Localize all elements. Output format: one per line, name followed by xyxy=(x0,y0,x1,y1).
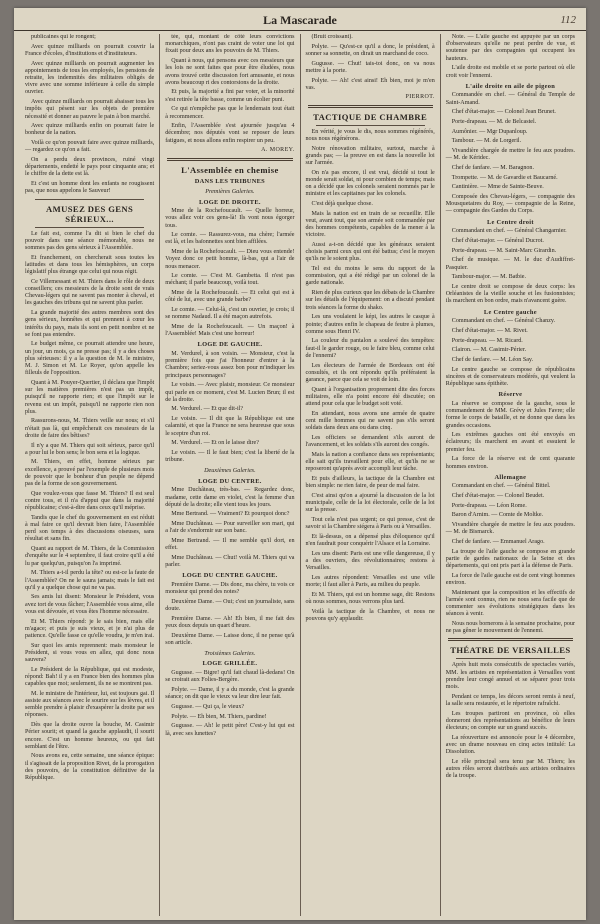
body-paragraph: Maintenant que la composition et les effectifs de l'armée sont connus, rien ne nous sera facile que de commenter ses évolutions stratégiques dans les séances à venir. xyxy=(445,589,575,618)
body-paragraph: Mais la nation est en train de se recueillir. Elle veut, avant tout, que son armée soit commandée par des hommes compétents, capables de la mener à la victoire. xyxy=(305,210,435,239)
subsection-heading: Troisièmes Galeries. xyxy=(204,650,256,658)
column-divider-rule xyxy=(308,105,433,108)
section-heading: Allemagne xyxy=(494,473,527,481)
body-paragraph: Chef d'état-major. — M. Rivet. xyxy=(451,327,528,334)
body-paragraph: Mme Bertrand. — Il me semble qu'il dort, en effet. xyxy=(165,538,295,552)
masthead-title: La Mascarade xyxy=(263,13,337,27)
body-paragraph: Tout cela n'est pas urgent; ce qui presse, c'est de savoir si la Chambre siégera à Paris ou à Versailles. xyxy=(305,516,435,531)
body-paragraph: Le voisin. — Il dit que la République est une calamité, et que la France ne sera heureuse que sous le sceptre d'un roi. xyxy=(165,416,295,437)
body-paragraph: Chef d'état-major. — Colonel Jean Brunet. xyxy=(451,109,556,116)
body-paragraph: Pendant ce temps, les décors seront remis à neuf, la salle sera restaurée, et le répertoire rafraîchi. xyxy=(445,693,575,707)
body-paragraph: La couleur du pantalon a soulevé des tempêtes: faut-il le garder rouge, ou le faire bleu, comme celui de l'ennemi? xyxy=(305,338,435,359)
column-divider-rule xyxy=(35,227,144,228)
body-paragraph: Et puis d'ailleurs, la tactique de la Chambre est bien simple: ne rien faire, de peur de mal faire. xyxy=(305,475,435,490)
body-paragraph: Baron d'Arnim. — Comte de Moltke. xyxy=(451,512,544,519)
body-paragraph: Que voulez-vous que fasse M. Thiers? Il est seul contre tous, et il n'a d'appui que dans la majorité républicaine; c'est-à-dire dans ceux qu'il méprise. xyxy=(25,490,155,512)
body-paragraph: Mme Duchâteau. — Pour surveiller son mari, qui a l'air de s'endormir sur son banc. xyxy=(165,521,295,535)
masthead xyxy=(14,8,586,31)
body-paragraph: M. Verdurel, à son voisin. — Monsieur, c'est la première fois que j'ai l'honneur d'entrer à la Chambre; seriez-vous assez bon pour m'indiquer les principaux personnages? xyxy=(165,350,295,379)
body-paragraph: Sur quoi les amis reprennent: mais monsieur le Président, si vous vous en allez, qui donc nous sauvera? xyxy=(25,642,155,664)
body-paragraph: Nous avons eu, cette semaine, une séance épique: il s'agissait de la proposition Rivet, de la prorogation des pouvoirs, de la constitution définitive de la République. xyxy=(25,753,155,782)
body-paragraph: Les électeurs de l'armée de Bordeaux ont été consultés, et ils ont répondu qu'ils préféraient la garance, parce que cela se voit de loin. xyxy=(305,362,435,383)
body-paragraph: publicaines qui le rongent; xyxy=(31,34,96,40)
column-divider-rule xyxy=(456,658,565,659)
body-paragraph: Mme de la Rochefoucault. — Quelle horreur, vous allez voir ces gens-là! Ils vont nous égorger tous. xyxy=(165,208,295,229)
body-paragraph: On n'a pas encore, il est vrai, décidé si tout le monde serait soldat, ni pour combien de temps; mais on a décidé que les colonels seraient nommés par le ministre et les capitaines par les colonels. xyxy=(305,169,435,198)
column-2 xyxy=(160,34,300,916)
body-paragraph: Après huit mois consécutifs de spectacles variés, MM. les artistes en représentation à Versailles vont prendre leur congé annuel et se séparer pour trois mois. xyxy=(445,662,575,691)
section-heading: LOGE DU CENTRE. xyxy=(198,477,262,485)
body-paragraph: M. Thiers, en effet, homme sérieux par excellence, a prouvé par l'exemple de plusieurs mois de pouvoir que le bonheur d'un peuple ne dépend pas de la forme de son gouvernement. xyxy=(25,459,155,488)
body-paragraph: Rien de plus curieux que les débats de la Chambre sur les détails de l'équipement: on a discuté pendant trois séances la forme du shako. xyxy=(305,290,435,311)
body-paragraph: Nous nous bornerons à la semaine prochaine, pour ne pas gêner le mouvement de l'ennemi. xyxy=(445,621,575,635)
body-paragraph: Aussi a-t-on décidé que les généraux seraient choisis parmi ceux qui ont été battus; c'est le moyen qu'ils ne le soient plus. xyxy=(305,241,435,263)
body-paragraph: Ce qui n'empêche pas que le lendemain tout était à recommencer. xyxy=(165,106,295,120)
body-paragraph: Clairon. — M. Casimir-Périer. xyxy=(451,347,527,354)
body-paragraph: Le centre droit se compose de deux corps: les Orléanistes de la vieille souche et les fusionnistes; ils marchent en bon ordre, mais n'avancent guère. xyxy=(445,283,575,305)
section-heading: DANS LES TRIBUNES xyxy=(194,177,266,185)
body-paragraph: Polyte. — Dame, il y a du monde, c'est la grande séance; on dit que le vieux va leur dire leur fait. xyxy=(165,686,295,701)
body-paragraph: La troupe de l'aile gauche se compose en grande partie de gardes nationaux de la Seine et des départements, qui ont pris part à la défense de Paris. xyxy=(445,548,575,570)
body-paragraph: Le voisin. — Avec plaisir, monsieur. Ce monsieur qui parle en ce moment, c'est M. Lucien Brun; il est de la droite. xyxy=(165,382,295,403)
body-paragraph: En vérité, je vous le dis, nous sommes régénérés, nous nous régénérons. xyxy=(305,128,435,142)
body-paragraph: Commandant en chef. — Général Bittel. xyxy=(451,483,551,490)
body-paragraph: Chef d'état-major. — Colonel Beudet. xyxy=(451,493,545,500)
body-paragraph: Le comte. — C'est M. Gambetta. Il n'est pas méchant; il parle beaucoup, voilà tout. xyxy=(165,273,295,287)
body-paragraph: Les autres répondent: Versailles est une ville morte; il faut aller à Paris, au milieu du peuple. xyxy=(305,574,435,588)
body-paragraph: Les troupes partiront en province, où elles donneront des représentations au bénéfice de leurs électeurs; on compte sur un grand succès. xyxy=(445,710,575,732)
body-paragraph: Chef de fanfare. — Emmanuel Arago. xyxy=(451,539,545,546)
section-heading: LOGE GRILLÉE. xyxy=(202,660,258,668)
body-paragraph: En attendant, nous avons une armée de quatre cent mille hommes qui ne savent pas s'ils seront soldats dans deux ans ou dans cinq. xyxy=(305,410,435,432)
body-paragraph: Avec quinze milliards on pourrait augmenter les appointements de tous les employés, les pensions de retraite, les indemnités des militaires obligés de vivre avec une somme inférieure à celle du simple ouvrier. xyxy=(25,60,155,96)
subsection-heading: Deuxièmes Galeries. xyxy=(204,467,256,475)
body-paragraph: M. le ministre de l'intérieur, lui, est toujours gai. Il assiste aux séances avec le sourire sur les lèvres, et il semble prendre à plaisir d'exaspérer la droite par ses réponses. xyxy=(25,690,155,719)
body-paragraph: Gugusse. — Bigre! qu'il fait chaud là-dedans! On se croirait aux Folies-Bergère. xyxy=(165,670,295,684)
body-paragraph: Dès que la droite ouvre la bouche, M. Casimir Périer sourit; et quand la gauche applaudit, il sourit encore. C'est un homme heureux, ou qui fait semblant de l'être. xyxy=(25,722,155,750)
body-paragraph: M. Verdurel. — Et on le laisse dire? xyxy=(171,440,259,447)
column-divider-rule xyxy=(448,638,573,641)
body-paragraph: Polyte. — Qu'est-ce qu'il a donc, le président, à sonner sa sonnette, on dirait un marchand de coco. xyxy=(305,43,435,57)
body-paragraph: Le centre gauche se compose de républicains sincères et de conservateurs modérés, qui veulent la République sans épithète. xyxy=(445,366,575,388)
section-heading: LOGE DE GAUCHE. xyxy=(197,341,263,349)
body-paragraph: Chef de musique. — M. le duc d'Audiffret-Pasquier. xyxy=(445,257,575,271)
body-paragraph: Porte-drapeau. — M. Ricard. xyxy=(451,337,523,344)
body-paragraph: Et M. Thiers, qui est un homme sage, dit: Restons où nous sommes, nous verrons plus tard. xyxy=(305,591,435,605)
body-paragraph: Cantinière. — Mme de Sainte-Beuve. xyxy=(451,184,544,191)
body-paragraph: Gugusse. — Qui ça, le vieux? xyxy=(171,703,245,710)
body-paragraph: Quant à nous, qui pensons avec ces messieurs que les lois ne sont faites que pour être éludées, nous avons trouvé cette discussion fort amusante, et nous avons beaucoup ri des contorsions de la droite. xyxy=(165,58,295,86)
body-paragraph: La réouverture est annoncée pour le 4 décembre, avec un drame nouveau en cinq actes intitulé: La Dissolution. xyxy=(445,734,575,756)
body-paragraph: Polyte. — Ah! c'est ainsi! Eh bien, moi je m'en vas. xyxy=(305,77,435,91)
article-headline: TACTIQUE DE CHAMBRE xyxy=(313,111,428,122)
author-signature: A. MOREY. xyxy=(261,147,295,154)
section-heading: LOGE DU CENTRE GAUCHE. xyxy=(182,572,278,580)
body-paragraph: Et puis, la majorité a fini par voter, et la minorité s'est retirée la tête basse, comme un écolier puni. xyxy=(165,89,295,103)
body-paragraph: Avec quinze milliards enfin on pourrait faire le bonheur de la nation. xyxy=(25,123,155,137)
column-1 xyxy=(20,34,160,916)
body-paragraph: Deuxième Dame. — Oui; c'est un journaliste, sans doute. xyxy=(165,598,295,613)
body-paragraph: Commandant en chef. — Général Changarnier. xyxy=(451,228,567,235)
body-paragraph: Voilà ce qu'on pouvait faire avec quinze milliards, — regardez ce qu'on a fait. xyxy=(25,140,155,154)
body-paragraph: tée, qui, montant de côté leurs convictions monarchiques, n'ont pas craint de voter une loi qui fixait pour deux ans les pouvoirs de M. Thiers. xyxy=(165,34,295,55)
body-paragraph: Mme de la Rochefoucault. — Un maçon! à l'Assemblée! Mais c'est une horreur! xyxy=(165,323,295,338)
body-paragraph: Porte-drapeau. — M. Saint-Marc Girardin. xyxy=(451,247,557,254)
body-paragraph: M. Thiers a-t-il perdu la tête? ou est-ce la faute de l'Assemblée? On ne le saura jamais; mais le fait est qu'il y a quelque chose qui ne va pas. xyxy=(25,570,155,591)
newspaper-page xyxy=(14,8,586,920)
body-paragraph: La force de la réserve est de cent quarante hommes environ. xyxy=(445,456,575,470)
section-heading: L'aile droite en aile de pigeon xyxy=(465,82,556,90)
column-divider-rule xyxy=(316,125,425,126)
body-paragraph: Les extrêmes gauches ont été envoyés en éclaireurs; ils marchent en avant et essuient le premier feu. xyxy=(445,432,575,453)
body-paragraph: Quant à l'organisation proprement dite des forces militaires, elle n'a point encore été discutée; on attend pour cela que le budget soit voté. xyxy=(305,386,435,408)
subsection-heading: Premières Galeries. xyxy=(205,188,255,196)
body-paragraph: Voilà la tactique de la Chambre, et nous ne pouvons qu'y applaudir. xyxy=(305,608,435,622)
body-paragraph: Le rôle principal sera tenu par M. Thiers; les autres rôles seront distribués aux artistes ordinaires de la troupe. xyxy=(445,758,575,780)
article-headline: THÉATRE DE VERSAILLES xyxy=(450,645,571,656)
body-paragraph: Le budget même, ce pourrait attendre une heure, un jour, un mois, ça ne presse pas; il y a des choses plus sérieuses: il y a la question de M. le ministre, M. J. Simon et M. Le Royer, qu'on appelle les filleuls de l'opposition. xyxy=(25,341,155,377)
body-paragraph: Gugusse. — Chut! tais-toi donc, on va nous mettre à la porte. xyxy=(305,60,435,74)
body-paragraph: Les officiers se demandent s'ils auront de l'avancement, et les soldats s'ils auront des congés. xyxy=(305,434,435,449)
article-headline: L'Assemblée en chemise xyxy=(181,164,279,175)
body-paragraph: Tandis que le chef du gouvernement en est réduit à mal faire ce qu'il devrait bien faire, l'Assemblée perd son temps à des discussions oiseuses, sans résultat et sans fin. xyxy=(25,514,155,543)
section-heading: LOGE DE DROITE. xyxy=(198,198,261,206)
section-heading: Le Centre gauche xyxy=(483,308,537,316)
column-divider-rule xyxy=(35,199,144,200)
body-paragraph: Vivandière chargée de mettre le feu aux poudres. — M. de Bismarck. xyxy=(445,522,575,536)
body-paragraph: Quant au rapport de M. Thiers, de la Commission d'enquête sur le 4 septembre, il faut croire qu'il a été lu par quelqu'un, puisqu'on l'a imprimé. xyxy=(25,546,155,567)
body-paragraph: La grande majorité des autres membres sont des gens sérieux, honnêtes et qui prennent à cœur les intérêts du pays, mais ils sont en petit nombre et ne se font pas entendre. xyxy=(25,310,155,338)
body-paragraph: Composée des Chevau-légers, — compagnie des Mousquetaires du Roy, — compagnie de la Reine, — compagnie des Gardes du Corps. xyxy=(445,194,575,215)
body-paragraph: Avec quinze milliards on pourrait couvrir la France d'écoles, d'institutions et d'instituteurs. xyxy=(25,43,155,57)
body-paragraph: Enfin, l'Assemblée s'est ajournée jusqu'au 4 décembre; nos députés vont se reposer de leurs fatigues, et nous allons enfin respirer un peu. xyxy=(165,123,295,144)
body-paragraph: Le fait est, comme l'a dit si bien le chef du pouvoir dans une séance mémorable, nous ne sommes pas des gens sérieux à l'Assemblée. xyxy=(25,230,155,251)
body-paragraph: Il n'y a que M. Thiers qui soit sérieux, parce qu'il a pour lui le bon sens; le bon sens et la logique. xyxy=(25,442,155,456)
body-paragraph: Deuxième Dame. — Laisse donc, il ne pense qu'à son article. xyxy=(165,632,295,646)
body-paragraph: Chef d'état-major. — Général Ducrot. xyxy=(451,237,544,244)
body-paragraph: Chef de fanfare. — M. Baragnon. xyxy=(451,164,534,171)
body-paragraph: Rassurons-nous, M. Thiers veille sur nous; et s'il n'était pas là, qui empêcherait ces messieurs de la droite de faire des bêtises? xyxy=(25,418,155,439)
body-paragraph: La force de l'aile gauche est de cent vingt hommes environ. xyxy=(445,572,575,587)
body-paragraph: Première Dame. — Dis donc, ma chère, tu vois ce monsieur qui prend des notes? xyxy=(165,581,295,596)
article-headline: AMUSEZ DES GENS SÉRIEUX... xyxy=(46,203,134,224)
body-paragraph: L'aile droite est mobile et se porte partout où elle croit voir l'ennemi. xyxy=(445,65,575,79)
section-heading: Le Centre droit xyxy=(486,218,534,226)
body-paragraph: Chef de fanfare. — M. Léon Say. xyxy=(451,356,534,363)
body-paragraph: M. Verdurel. — Et que dit-il? xyxy=(171,406,244,413)
page-number: 112 xyxy=(560,14,576,26)
section-heading: Réserve xyxy=(498,391,523,399)
body-paragraph: Première Dame. — Ah! Eh bien, il me fait des yeux doux depuis un quart d'heure. xyxy=(165,615,295,629)
body-paragraph: Le voisin. — Il le faut bien; c'est la liberté de la tribune. xyxy=(165,449,295,464)
body-paragraph: Tambour-major. — M. Batbie. xyxy=(451,274,527,281)
body-paragraph: Et M. Thiers répond: je le sais bien, mais elle m'agace; et puis je suis vieux, et je n'ai plus de patience. Qu'elle fasse ce qu'elle voudra, je m'en irai. xyxy=(25,618,155,639)
body-paragraph: Notre rénovation militaire, surtout, marche à grands pas; — la preuve en est dans la nouvelle loi sur l'armée. xyxy=(305,145,435,166)
body-paragraph: Trompette. — M. de Gavardie et Baucarné. xyxy=(451,174,558,181)
author-signature: PIERROT. xyxy=(405,94,435,101)
body-paragraph: Et là-dessus, on a dépensé plus d'éloquence qu'il n'en faudrait pour conquérir l'Alsace et la Lorraine. xyxy=(305,533,435,547)
body-paragraph: Vivandière chargée de mettre le feu aux poudres. — M. de Kéridec. xyxy=(445,148,575,162)
body-paragraph: Ses amis lui disent: Monsieur le Président, vous avez tort de vous fâcher; l'Assemblée vous aime, elle vous est dévouée, et vous êtes l'homme nécessaire. xyxy=(25,594,155,615)
body-paragraph: Mme Duchâteau, très-bas. — Regardez donc, madame, cette dame en violet, c'est la femme d'un député de la droite; elle vient tous les jours. xyxy=(165,487,295,508)
body-paragraph: Porte-drapeau. — M. de Belcastel. xyxy=(451,118,537,125)
body-paragraph: Le comte. — Rassurez-vous, ma chère; l'armée est là, et les baïonnettes sont bien affilées. xyxy=(165,232,295,246)
body-paragraph: Avec quinze milliards on pourrait abaisser tous les impôts qui pèsent sur les objets de première nécessité et donner au pauvre le pain à bon marché. xyxy=(25,99,155,120)
body-paragraph: Le Président de la République, qui est modeste, répond: Bah! il y a en France bien des hommes plus capables que moi; seulement, ils ne se montrent pas. xyxy=(25,666,155,688)
body-paragraph: (Bruit croissant). xyxy=(311,34,353,40)
body-paragraph: Tel est du moins le sens du rapport de la commission, qui a été rédigé par un colonel de la garde nationale. xyxy=(305,266,435,287)
body-paragraph: Polyte. — Eh bien, M. Thiers, pardine! xyxy=(171,713,267,720)
column-4 xyxy=(441,34,580,916)
body-paragraph: Mais la nation a confiance dans ses représentants; elle sait qu'ils travaillent pour elle, et qu'ils ne se reposeront qu'après avoir accompli leur tâche. xyxy=(305,451,435,473)
body-paragraph: Mme Duchâteau. — Chut! voilà M. Thiers qui va parler. xyxy=(165,554,295,569)
body-paragraph: La réserve se compose de la gauche, sous le commandement de MM. Grévy et Jules Favre; elle forme le corps de bataille, et ne donne que dans les grandes occasions. xyxy=(445,400,575,429)
body-paragraph: C'est déjà quelque chose. xyxy=(311,200,373,207)
body-paragraph: Porte-drapeau. — Léon Rome. xyxy=(451,502,527,509)
body-paragraph: Mme de la Rochefoucault. — Et celui qui est à côté de lui, avec une grande barbe? xyxy=(165,290,295,304)
body-paragraph: C'est ainsi qu'on a ajourné la discussion de la loi municipale, celle de la loi électorale, celle de la loi sur la presse. xyxy=(305,492,435,514)
body-paragraph: Et franchement, on chercherait sous toutes les latitudes et dans tous les hémisphères, un corps législatif plus étrange que celui qui nous régit. xyxy=(25,254,155,276)
body-paragraph: Quant à M. Pouyer-Quertier, il déclara que l'impôt sur les matières premières n'est pas un impôt, puisqu'il ne rapporte rien; et que l'impôt sur le revenu est un impôt, puisqu'il ne rapporte rien non plus. xyxy=(25,379,155,415)
column-3 xyxy=(301,34,441,916)
body-paragraph: Ce Villemessant et M. Thiers dans le rôle de deux conseillers; ces messieurs de la droite sont de vrais Chevau-légers qui ne savent pas monter à cheval, et les gauches des tribuns qui ne savent plus parler. xyxy=(25,278,155,307)
body-paragraph: Les uns voulaient le képi, les autres le casque à pointe; d'autres enfin le chapeau de feutre à plumes, comme sous Henri IV. xyxy=(305,314,435,335)
body-paragraph: Commandée en chef. — Général du Temple de Saint-Amand. xyxy=(445,92,575,106)
body-paragraph: Et c'est un homme dont les enfants ne rougissent pas, que nous appelons le Sauveur! xyxy=(25,181,155,195)
body-paragraph: Aumônier. — Mgr Dupanloup. xyxy=(451,128,528,135)
body-paragraph: Tambour. — M. de Lorgeril. xyxy=(451,138,522,145)
column-divider-rule xyxy=(167,158,292,161)
body-paragraph: Mme Bertrand. — Vraiment? Et pourquoi donc? xyxy=(171,511,290,518)
body-paragraph: Les uns disent: Paris est une ville dangereuse, il y a des ouvriers, des révolutionnaires; restons à Versailles. xyxy=(305,550,435,572)
body-paragraph: Gugusse. — Ah! le petit père! C'est-y lui qui est là, avec ses lunettes? xyxy=(165,723,295,737)
body-paragraph: Commandant en chef. — Général Chanzy. xyxy=(451,318,556,325)
body-paragraph: On a perdu deux provinces, ruiné vingt départements, endetté le pays pour cinquante ans; et le chiffre de la dette est là. xyxy=(25,157,155,178)
text-columns xyxy=(20,34,580,916)
body-paragraph: Mme de la Rochefoucault. — Dieu vous entende! Voyez donc ce petit homme, là-bas, qui a l'air de nous menacer. xyxy=(165,249,295,270)
body-paragraph: Note. — L'aile gauche est appuyée par un corps d'observateurs qu'elle ne peut perdre de vue, et soutenue par des compagnies qui occupent les hauteurs. xyxy=(445,34,575,62)
body-paragraph: Le comte. — Celui-là, c'est un ouvrier, je crois; il se nomme Nadaud. Il a été maçon autrefois. xyxy=(165,307,295,321)
